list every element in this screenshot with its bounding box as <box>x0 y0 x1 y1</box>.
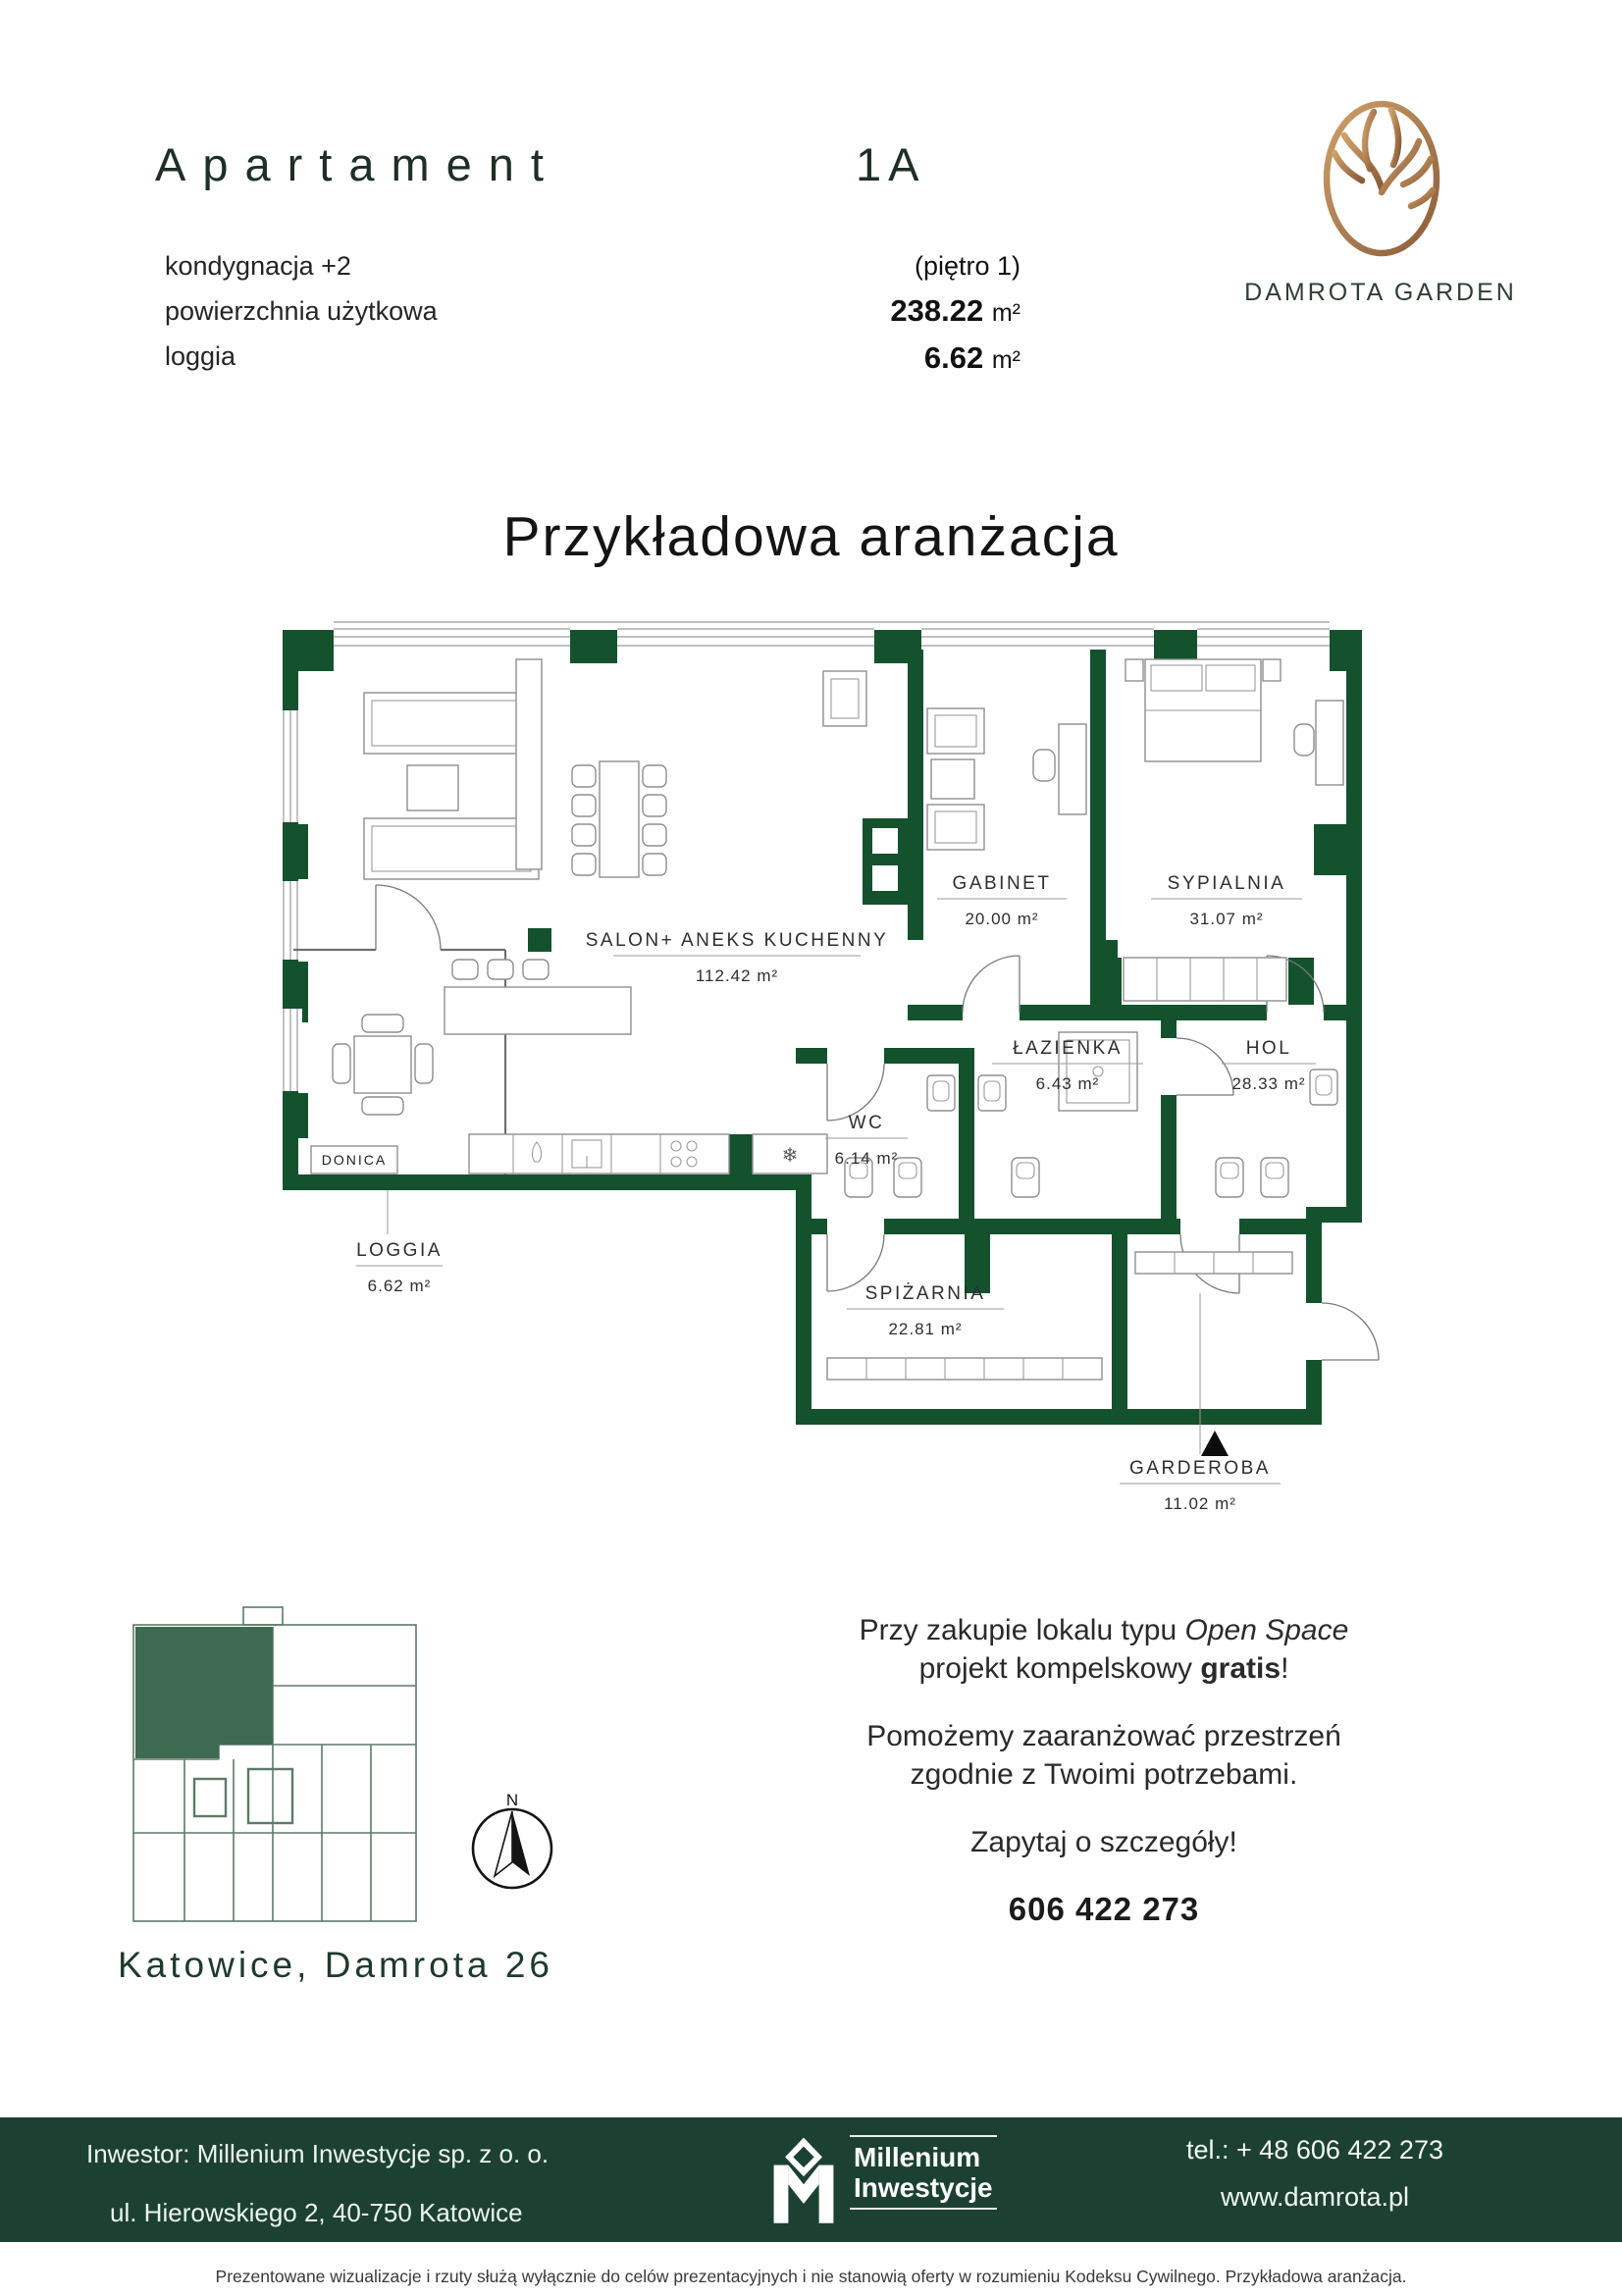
investor-label: Inwestor: <box>86 2139 190 2168</box>
promo-phone: 606 422 273 <box>1008 1891 1200 1927</box>
svg-text:HOL: HOL <box>1245 1038 1292 1059</box>
floor-plan <box>278 616 1396 1534</box>
floor-value: (piętro 1) <box>914 251 1020 281</box>
page-title: Apartament <box>155 138 560 190</box>
millenium-logo-text: Millenium Inwestycje <box>850 2135 997 2210</box>
svg-text:6.43 m²: 6.43 m² <box>1035 1074 1100 1093</box>
floor-label: kondygnacja +2 <box>165 251 351 281</box>
svg-text:31.07 m²: 31.07 m² <box>1189 910 1264 928</box>
promo-block <box>726 1611 1482 1928</box>
salon-furniture <box>364 659 908 1174</box>
area-label: powierzchnia użytkowa <box>165 296 438 326</box>
promo-line-1: Przy zakupie lokalu typu Open Space <box>859 1614 1349 1646</box>
svg-text:6.62 m²: 6.62 m² <box>367 1277 432 1295</box>
footer-phone: tel.: + 48 606 422 273 <box>1186 2135 1443 2165</box>
svg-text:22.81 m²: 22.81 m² <box>888 1320 963 1338</box>
promo-line-3: Pomożemy zaaranżować przestrzeń <box>866 1720 1341 1752</box>
svg-text:SPIŻARNIA: SPIŻARNIA <box>864 1283 986 1304</box>
compass-icon <box>453 1784 571 1902</box>
svg-text:GARDEROBA: GARDEROBA <box>1129 1458 1271 1479</box>
promo-line-4: zgodnie z Twoimi potrzebami. <box>910 1758 1298 1791</box>
svg-text:SYPIALNIA: SYPIALNIA <box>1167 873 1286 894</box>
svg-text:112.42 m²: 112.42 m² <box>695 966 779 985</box>
loggia-value: 6.62 m² <box>923 340 1020 375</box>
loggia-label: loggia <box>165 341 236 371</box>
unit-number: 1A <box>856 138 926 190</box>
investor-address: ul. Hierowskiego 2, 40-750 Katowice <box>110 2198 523 2227</box>
svg-text:11.02 m²: 11.02 m² <box>1164 1494 1236 1513</box>
fridge-icon: ❄ <box>781 1145 799 1167</box>
brand-tree-icon <box>1305 90 1462 277</box>
brand-name: DAMROTA GARDEN <box>1244 279 1517 306</box>
svg-text:ŁAZIENKA: ŁAZIENKA <box>1013 1038 1123 1059</box>
investor-line <box>86 2139 549 2169</box>
sypialnia-furniture <box>1124 659 1343 1001</box>
entrance-marker <box>1201 1431 1229 1456</box>
spec-labels <box>165 243 438 379</box>
svg-text:28.33 m²: 28.33 m² <box>1231 1074 1306 1093</box>
disclaimer-text: Prezentowane wizualizacje i rzuty służą wyłącznie do celów prezentacyjnych i nie stanowią oferty w rozumieniu Kodeksu Cywilnego. Przykładowa aranżacja. <box>215 2267 1407 2286</box>
millenium-logo-icon <box>767 2135 840 2227</box>
svg-text:SALON+ ANEKS KUCHENNY: SALON+ ANEKS KUCHENNY <box>585 930 889 951</box>
planter-label: DONICA <box>321 1152 388 1168</box>
svg-text:6.14 m²: 6.14 m² <box>834 1149 899 1168</box>
svg-text:20.00 m²: 20.00 m² <box>965 910 1039 928</box>
promo-line-2: projekt kompelskowy gratis! <box>918 1652 1289 1685</box>
investor-name: Millenium Inwestycje sp. z o. o. <box>196 2139 549 2168</box>
footer-website: www.damrota.pl <box>1220 2182 1410 2212</box>
svg-text:LOGGIA: LOGGIA <box>356 1240 443 1261</box>
promo-line-5: Zapytaj o szczegóły! <box>970 1826 1237 1858</box>
gabinet-furniture <box>927 708 1086 850</box>
site-plan-highlight <box>135 1627 273 1758</box>
site-plan <box>126 1597 432 1939</box>
spec-values <box>677 243 1020 383</box>
area-value: 238.22 m² <box>890 293 1020 328</box>
svg-text:WC: WC <box>848 1113 885 1133</box>
footer-contact <box>1138 2135 1491 2213</box>
address-line: Katowice, Damrota 26 <box>118 1945 554 1985</box>
loggia-furniture <box>311 1015 433 1174</box>
compass-north-label: N <box>505 1791 519 1809</box>
section-title: Przykładowa aranżacja <box>502 505 1120 568</box>
svg-text:GABINET: GABINET <box>952 873 1052 894</box>
